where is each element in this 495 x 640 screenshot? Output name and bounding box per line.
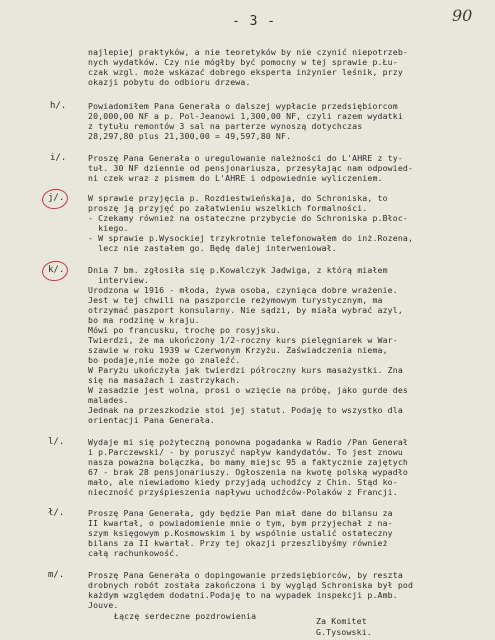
closing-greeting: Łączę serdeczne pozdrowienia	[114, 611, 257, 621]
section-line: Twierdzi, że ma ukończony 1/2-roczny kurs pielęgniarek w War-	[88, 335, 398, 345]
section-line: kiego.	[88, 223, 129, 233]
section-line: orientacji Pana Generała.	[88, 415, 215, 425]
section-line: W sprawie przyjęcia p. Rozdiestwieńskaja, do Schroniska, to	[88, 193, 388, 203]
section-line: Jednak na przeszkodzie stoi jej statut. Podaję to wszystko dla	[88, 405, 403, 415]
section-line: malades.	[88, 395, 129, 405]
intro-line: najlepiej praktyków, a nie teoretyków by nie czynić niepotrzeb-	[88, 47, 408, 57]
section-line: drobnych robót została zakończona i by wygląd Schroniska był pod	[88, 580, 414, 590]
handwritten-page-number: 90	[452, 6, 473, 25]
section-line: każdym względem dodatni.Podaję to na wypadek inspekcji p.Amb.	[88, 590, 398, 600]
section-line: - W sprawie p.Wysockiej trzykrotnie telefonowałem do inż.Rozena,	[88, 233, 414, 243]
signature-name: G.Tysowski.	[316, 627, 372, 637]
section-line: W zasadzie jest wolna, prosi o wzięcie na próbę, jako gurde des	[88, 385, 408, 395]
section-line: szawie w roku 1939 w Czerwonym Krzyżu. Zaświadczenia niema,	[88, 345, 388, 355]
section-line: Dnia 7 bm. zgłosiła się p.Kowalczyk Jadwiga, z którą miałem	[88, 265, 388, 275]
section-line: bo podaje,nie może go znaleźć.	[88, 355, 241, 365]
section-marker: j/.	[48, 193, 65, 203]
section-line: Jouve.	[88, 600, 119, 610]
section-line: 28,297,80 plus 21,300,00 = 49,597,80 NF.	[88, 131, 292, 141]
section-line: się na masażach i zastrzykach.	[88, 375, 241, 385]
intro-line: czak wzgl. może wskazać dobrego eksperta inżynier leśnik, przy	[88, 67, 403, 77]
section-line: Wydaje mi się pożyteczną ponowna pogadanka w Radio /Pan Generał	[88, 437, 408, 447]
section-line: Urodzona w 1916 - młoda, żywa osoba, czyniąca dobre wrażenie.	[88, 285, 398, 295]
section-line: Jest w tej chwili na paszporcie reżymowym turystycznym, ma	[88, 295, 383, 305]
section-line: II kwartał, o powiadomienie mnie o tym, bym przyjechał z na-	[88, 518, 393, 528]
section-line: i p.Parczewski/ - by poruszyć napływ kandydatów. To jest znowu	[88, 447, 403, 457]
section-line: szym księgowym p.Kosmowskim i by wspólnie ustalić ostateczny	[88, 528, 393, 538]
intro-line: okazji pobytu do odbioru drzewa.	[88, 77, 251, 87]
section-line: nieczność przyśpieszenia napływu uchodźców-Polaków z Francji.	[88, 487, 398, 497]
section-line: bilans za II kwartał. Przy tej okazji przeszlibyśmy również	[88, 538, 388, 548]
section-line: 20,000,00 NF a p. Pol-Jeanowi 1,300,00 NF, czyli razem wydatki	[88, 111, 403, 121]
section-marker: l/.	[48, 437, 65, 447]
section-line: Proszę Pana Generała, gdy będzie Pan miał dane do bilansu za	[88, 508, 393, 518]
section-line: bo ma rodzinę w kraju.	[88, 315, 200, 325]
section-line: mało, ale niewiadomo kiedy przyjadą uchodźcy z Chin. Stąd ko-	[88, 477, 398, 487]
section-line: W Paryżu ukończyła jak twierdzi półroczny kurs masażystki. Zna	[88, 365, 403, 375]
section-marker: m/.	[48, 570, 65, 580]
section-line: - Czekamy również na ostateczne przybycie do Schroniska p.Błoc-	[88, 213, 408, 223]
intro-line: nych wydatków. Czy nie mógłby być pomocny w tej sprawie p.Łu-	[88, 57, 398, 67]
section-line: lecz nie zastałem go. Będę dalej interweniował.	[88, 243, 337, 253]
section-line: całą rachunkowość.	[88, 548, 180, 558]
section-line: Proszę Pana Generała o uregulowanie należności do L'AHRE z ty-	[88, 153, 403, 163]
section-line: ni czek wraz z pismem do L'AHRE i odpowiednie wyliczeniem.	[88, 173, 383, 183]
section-line: z tytułu remontów 3 sal na parterze wynoszą dotychczas	[88, 121, 363, 131]
page-number: - 3 -	[232, 14, 277, 29]
section-line: Proszę Pana Generała o dopingowanie przedsiębiorców, by reszta	[88, 570, 403, 580]
section-line: proszę ją przyjęć po załatwieniu wszelkich formalności.	[88, 203, 368, 213]
section-line: tuł. 30 NF dziennie od pensjonariusza, przesyłając nam odpowied-	[88, 163, 414, 173]
section-line: otrzymać paszport konsularny. Nie sądzi, by miała wybrać azyl,	[88, 305, 403, 315]
section-line: 67 - brak 28 pensjonariuszy. Ogłoszenia na kwotę polską wypadło	[88, 467, 408, 477]
section-marker: k/.	[48, 265, 65, 275]
signature-committee: Za Komitet	[316, 616, 367, 626]
section-marker: i/.	[50, 153, 67, 163]
section-marker: ł/.	[48, 508, 65, 518]
section-line: Mówi po francusku, trochę po rosyjsku.	[88, 325, 282, 335]
section-line: nasza poważna bolączka, bo mamy miejsc 95 a faktycznie zajętych	[88, 457, 408, 467]
section-marker: h/.	[50, 101, 67, 111]
section-line: Powiadomiłem Pana Generała o dalszej wypłacie przedsiębiorcom	[88, 101, 398, 111]
section-line: interview.	[88, 275, 149, 285]
